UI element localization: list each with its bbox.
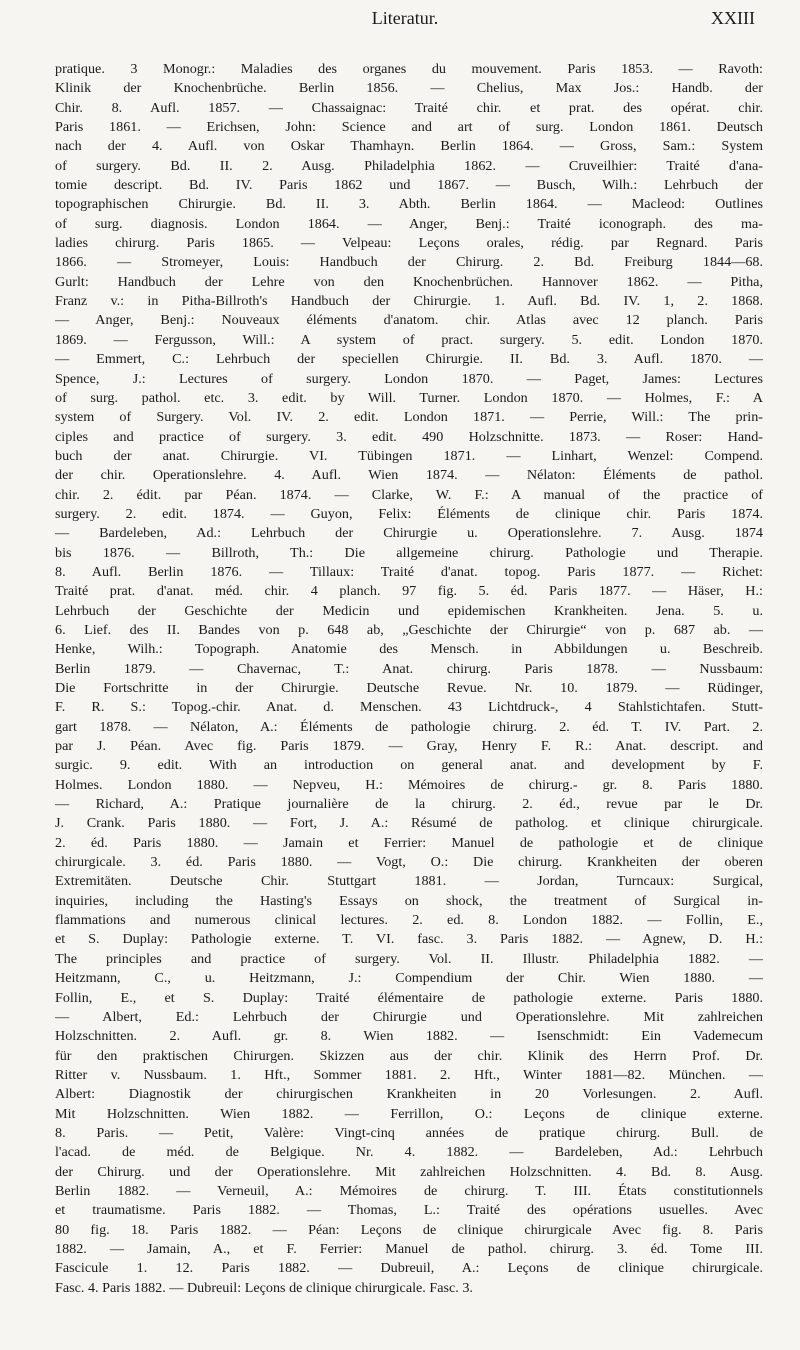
text-line: 80 fig. 18. Paris 1882. — Péan: Leçons de clinique chirurgicale Avec fig. 8. Paris: [55, 1221, 763, 1238]
text-line: 8. Paris. — Petit, Valère: Vingt-cinq années de pratique chirurg. Bull. de: [55, 1124, 763, 1141]
text-line: J. Crank. Paris 1880. — Fort, J. A.: Résumé de patholog. et clinique chirurgicale.: [55, 815, 763, 832]
text-line: Die Fortschritte in der Chirurgie. Deutsche Revue. Nr. 10. 1879. — Rüdinger,: [55, 680, 763, 696]
text-line: Berlin 1879. — Chavernac, T.: Anat. chirurg. Paris 1878. — Nussbaum:: [55, 660, 763, 677]
text-line: surgic. 9. edit. With an introduction on general anat. and development by F.: [55, 757, 763, 774]
text-line: gart 1878. — Nélaton, A.: Éléments de pathologie chirurg. 2. éd. T. IV. Part. 2.: [55, 718, 763, 735]
text-line: chirurgicale. 3. éd. Paris 1880. — Vogt, O.: Die chirurg. Krankheiten der oberen: [55, 854, 763, 871]
text-line: of surg. pathol. etc. 3. edit. by Will. Turner. London 1870. — Holmes, F.: A: [55, 389, 763, 406]
text-line: der chir. Operationslehre. 4. Aufl. Wien 1874. — Nélaton: Éléments de pathol.: [55, 467, 763, 484]
text-line: Fasc. 4. Paris 1882. — Dubreuil: Leçons de clinique chirurgicale. Fasc. 3.: [55, 1279, 473, 1296]
text-line: — Albert, Ed.: Lehrbuch der Chirurgie und Operationslehre. Mit zahlreichen: [55, 1008, 763, 1025]
text-line: surgery. 2. edit. 1874. — Guyon, Felix: Éléments de clinique chir. Paris 1874.: [55, 505, 763, 522]
text-line: Klinik der Knochenbrüche. Berlin 1856. — Chelius, Max Jos.: Handb. der: [55, 80, 763, 97]
page-header: [55, 8, 755, 32]
text-line: Ritter v. Nussbaum. 1. Hft., Sommer 1881. 2. Hft., Winter 1881—82. München. —: [55, 1066, 763, 1083]
text-line: pratique. 3 Monogr.: Maladies des organes du mouvement. Paris 1853. — Ravoth:: [55, 61, 763, 77]
text-line: system of Surgery. Vol. IV. 2. edit. London 1871. — Perrie, Will.: The prin-: [55, 409, 763, 426]
text-line: Follin, E., et S. Duplay: Traité élémentaire de pathologie externe. Paris 1880.: [55, 989, 763, 1006]
text-line: für den praktischen Chirurgen. Skizzen aus der chir. Klinik des Herrn Prof. Dr.: [55, 1047, 763, 1064]
text-line: of surgery. Bd. II. 2. Ausg. Philadelphia 1862. — Cruveilhier: Traité d'ana-: [55, 157, 763, 174]
page-number: XXIII: [711, 8, 755, 28]
text-line: flammations and numerous clinical lectures. 2. ed. 8. London 1882. — Follin, E.,: [55, 912, 763, 929]
page-title: Literatur.: [371, 8, 439, 28]
bibliography-text: [55, 60, 763, 1298]
text-line: The principles and practice of surgery. Vol. II. Illustr. Philadelphia 1882. —: [55, 950, 763, 967]
text-line: et traumatisme. Paris 1882. — Thomas, L.: Traité des opérations usuelles. Avec: [55, 1202, 763, 1219]
text-line: chir. 2. édit. par Péan. 1874. — Clarke, W. F.: A manual of the practice of: [55, 486, 763, 503]
text-line: 1866. — Stromeyer, Louis: Handbuch der Chirurg. 2. Bd. Freiburg 1844—68.: [55, 254, 763, 271]
text-line: 2. éd. Paris 1880. — Jamain et Ferrier: Manuel de pathologie et de clinique: [55, 834, 763, 851]
text-line: Holzschnitten. 2. Aufl. gr. 8. Wien 1882. — Isenschmidt: Ein Vademecum: [55, 1028, 763, 1045]
text-line: topographischen Chirurgie. Bd. II. 3. Abth. Berlin 1864. — Macleod: Outlines: [55, 196, 763, 213]
text-line: Lehrbuch der Geschichte der Medicin und epidemischen Krankheiten. Jena. 5. u.: [55, 602, 763, 619]
text-line: Extremitäten. Deutsche Chir. Stuttgart 1881. — Jordan, Turncaux: Surgical,: [55, 873, 763, 890]
text-line: 8. Aufl. Berlin 1876. — Tillaux: Traité d'anat. topog. Paris 1877. — Richet:: [55, 563, 763, 580]
text-line: Albert: Diagnostik der chirurgischen Krankheiten in 20 Vorlesungen. 2. Aufl.: [55, 1086, 763, 1103]
text-line: bis 1876. — Billroth, Th.: Die allgemeine chirurg. Pathologie und Therapie.: [55, 544, 763, 561]
text-line: F. R. S.: Topog.-chir. Anat. d. Menschen. 43 Lichtdruck-, 4 Stahlstichtafen. Stutt-: [55, 699, 763, 716]
text-line: Traité prat. d'anat. méd. chir. 4 planch. 97 fig. 5. éd. Paris 1877. — Häser, H.:: [55, 583, 763, 600]
text-line: — Bardeleben, Ad.: Lehrbuch der Chirurgie u. Operationslehre. 7. Ausg. 1874: [55, 525, 763, 542]
text-line: Paris 1861. — Erichsen, John: Science and art of surg. London 1861. Deutsch: [55, 119, 763, 136]
text-line: Berlin 1882. — Verneuil, A.: Mémoires de chirurg. T. III. États constitutionnels: [55, 1182, 763, 1199]
text-line: Chir. 8. Aufl. 1857. — Chassaignac: Traité chir. et prat. des opérat. chir.: [55, 99, 763, 116]
text-line: buch der anat. Chirurgie. VI. Tübingen 1871. — Linhart, Wenzel: Compend.: [55, 447, 763, 464]
text-line: der Chirurg. und der Operationslehre. Mit zahlreichen Holzschnitten. 4. Bd. 8. Ausg.: [55, 1163, 763, 1180]
text-line: Holmes. London 1880. — Nepveu, H.: Mémoires de chirurg.- gr. 8. Paris 1880.: [55, 776, 763, 793]
text-line: tomie descript. Bd. IV. Paris 1862 und 1867. — Busch, Wilh.: Lehrbuch der: [55, 177, 763, 194]
text-line: inquiries, including the Hasting's Essays on shock, the treatment of Surgical in-: [55, 892, 763, 909]
text-line: 1882. — Jamain, A., et F. Ferrier: Manuel de pathol. chirurg. 3. éd. Tome III.: [55, 1240, 763, 1257]
text-line: par J. Péan. Avec fig. Paris 1879. — Gray, Henry F. R.: Anat. descript. and: [55, 738, 763, 755]
text-line: Gurlt: Handbuch der Lehre von den Knochenbrüchen. Hannover 1862. — Pitha,: [55, 273, 763, 290]
text-line: Heitzmann, C., u. Heitzmann, J.: Compendium der Chir. Wien 1880. —: [55, 970, 763, 987]
text-line: nach der 4. Aufl. von Oskar Thamhayn. Berlin 1864. — Gross, Sam.: System: [55, 138, 763, 155]
text-line: ladies chirurg. Paris 1865. — Velpeau: Leçons orales, rédig. par Regnard. Paris: [55, 235, 763, 252]
text-line: ciples and practice of surgery. 3. edit. 490 Holzschnitte. 1873. — Roser: Hand-: [55, 428, 763, 445]
text-line: l'acad. de méd. de Belgique. Nr. 4. 1882. — Bardeleben, Ad.: Lehrbuch: [55, 1144, 763, 1161]
text-line: Spence, J.: Lectures of surgery. London 1870. — Paget, James: Lectures: [55, 370, 763, 387]
text-line: of surg. diagnosis. London 1864. — Anger, Benj.: Traité iconograph. des ma-: [55, 215, 763, 232]
text-line: — Anger, Benj.: Nouveaux éléments d'anatom. chir. Atlas avec 12 planch. Paris: [55, 312, 763, 329]
text-line: 1869. — Fergusson, Will.: A system of pract. surgery. 5. edit. London 1870.: [55, 331, 763, 348]
text-line: Mit Holzschnitten. Wien 1882. — Ferrillon, O.: Leçons de clinique externe.: [55, 1105, 763, 1122]
text-line: — Richard, A.: Pratique journalière de la chirurg. 2. éd., revue par le Dr.: [55, 796, 763, 813]
text-line: et S. Duplay: Pathologie externe. T. VI. fasc. 3. Paris 1882. — Agnew, D. H.:: [55, 931, 763, 948]
text-line: Henke, Wilh.: Topograph. Anatomie des Mensch. in Abbildungen u. Beschreib.: [55, 641, 763, 658]
text-line: Franz v.: in Pitha-Billroth's Handbuch der Chirurgie. 1. Aufl. Bd. IV. 1, 2. 1868.: [55, 293, 763, 310]
text-line: Fascicule 1. 12. Paris 1882. — Dubreuil, A.: Leçons de clinique chirurgicale.: [55, 1260, 763, 1277]
text-line: — Emmert, C.: Lehrbuch der speciellen Chirurgie. II. Bd. 3. Aufl. 1870. —: [55, 351, 763, 368]
text-line: 6. Lief. des II. Bandes von p. 648 ab, „Geschichte der Chirurgie“ von p. 687 ab. —: [55, 621, 763, 638]
